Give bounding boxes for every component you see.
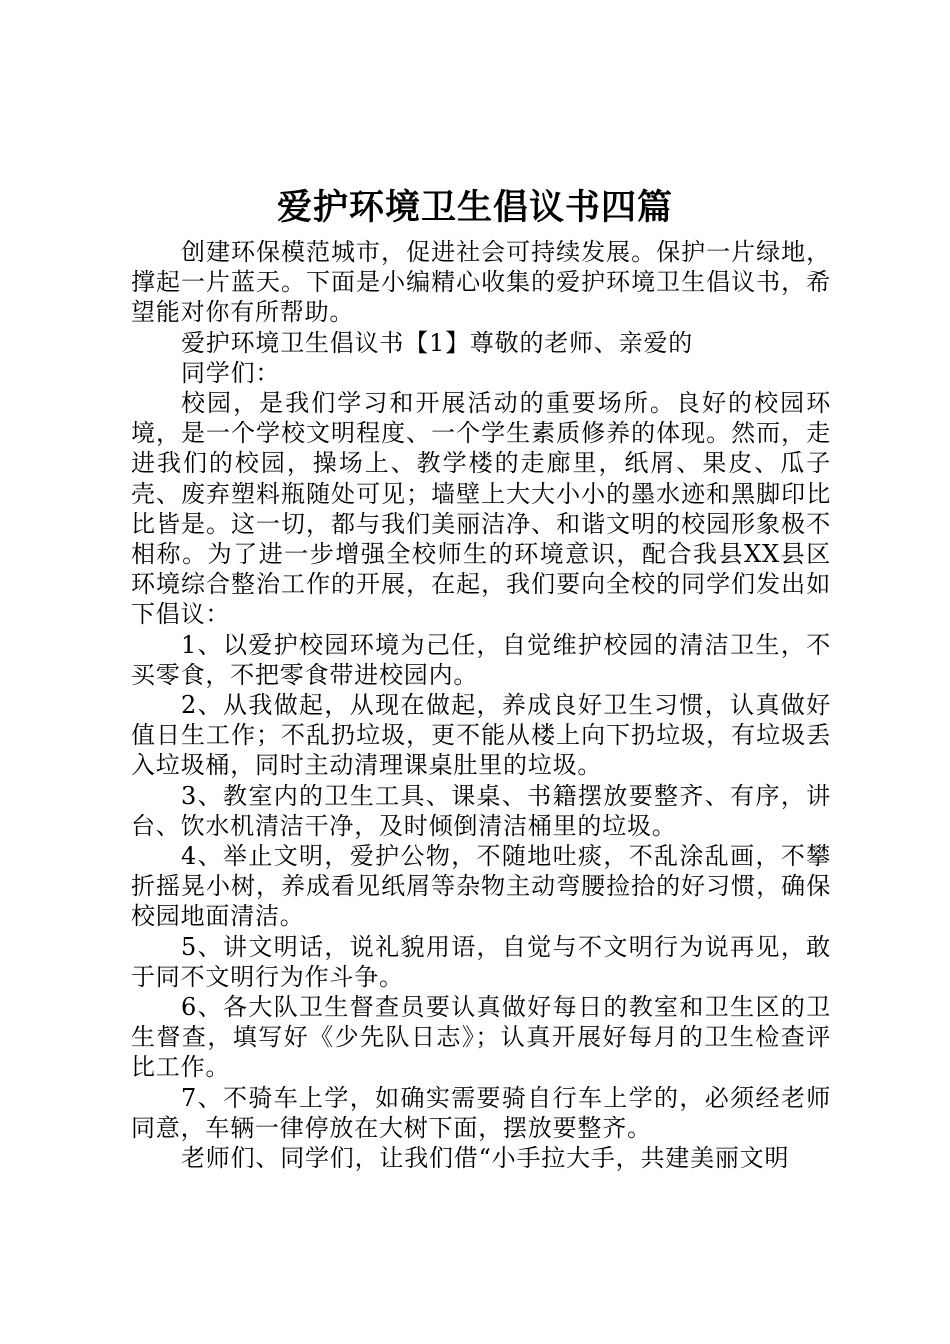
paragraph-closing: 老师们、同学们，让我们借“小手拉大手，共建美丽文明 (181, 1144, 790, 1173)
document-body (131, 237, 831, 1173)
paragraph-item-4: 4、举止文明，爱护公物，不随地吐痰，不乱涂乱画，不攀折摇晃小树，养成看见纸屑等杂物主动弯腰捡拾的好习惯，确保校园地面清洁。 (131, 842, 831, 931)
paragraph-item-1: 1、以爱护校园环境为己任，自觉维护校园的清洁卫生，不买零食，不把零食带进校园内。 (131, 630, 831, 689)
paragraph-item-7: 7、不骑车上学，如确实需要骑自行车上学的，必须经老师同意，车辆一律停放在大树下面，摆放要整齐。 (131, 1083, 831, 1142)
paragraph-item-6: 6、各大队卫生督查员要认真做好每日的教室和卫生区的卫生督查，填写好《少先队日志》；认真开展好每月的卫生检查评比工作。 (131, 993, 831, 1082)
document-title: 爱护环境卫生倡议书四篇 (276, 187, 673, 228)
paragraph-heading-1: 爱护环境卫生倡议书【1】尊敬的老师、亲爱的 (181, 328, 694, 357)
paragraph-item-3: 3、教室内的卫生工具、课桌、书籍摆放要整齐、有序，讲台、饮水机清洁干净，及时倾倒清洁桶里的垃圾。 (131, 781, 831, 840)
paragraph-salutation: 同学们： (181, 358, 281, 387)
paragraph-item-2: 2、从我做起，从现在做起，养成良好卫生习惯，认真做好值日生工作；不乱扔垃圾，更不能从楼上向下扔垃圾，有垃圾丢入垃圾桶，同时主动清理课桌肚里的垃圾。 (131, 691, 831, 780)
paragraph-intro: 创建环保模范城市，促进社会可持续发展。保护一片绿地，撑起一片蓝天。下面是小编精心收集的爱护环境卫生倡议书，希望能对你有所帮助。 (131, 238, 831, 327)
paragraph-item-5: 5、讲文明话，说礼貌用语，自觉与不文明行为说再见，敢于同不文明行为作斗争。 (131, 932, 831, 991)
paragraph-campus: 校园，是我们学习和开展活动的重要场所。良好的校园环境，是一个学校文明程度、一个学生素质修养的体现。然而，走进我们的校园，操场上、教学楼的走廊里，纸屑、果皮、瓜子壳、废弃塑料瓶随处可见；墙壁上大大小小的墨水迹和黑脚印比比皆是。这一切，都与我们美丽洁净、和谐文明的校园形象极不相称。为了进一步增强全校师生的环境意识，配合我县XX县区环境综合整治工作的开展，在起，我们要向全校的同学们发出如下倡议： (131, 389, 831, 629)
